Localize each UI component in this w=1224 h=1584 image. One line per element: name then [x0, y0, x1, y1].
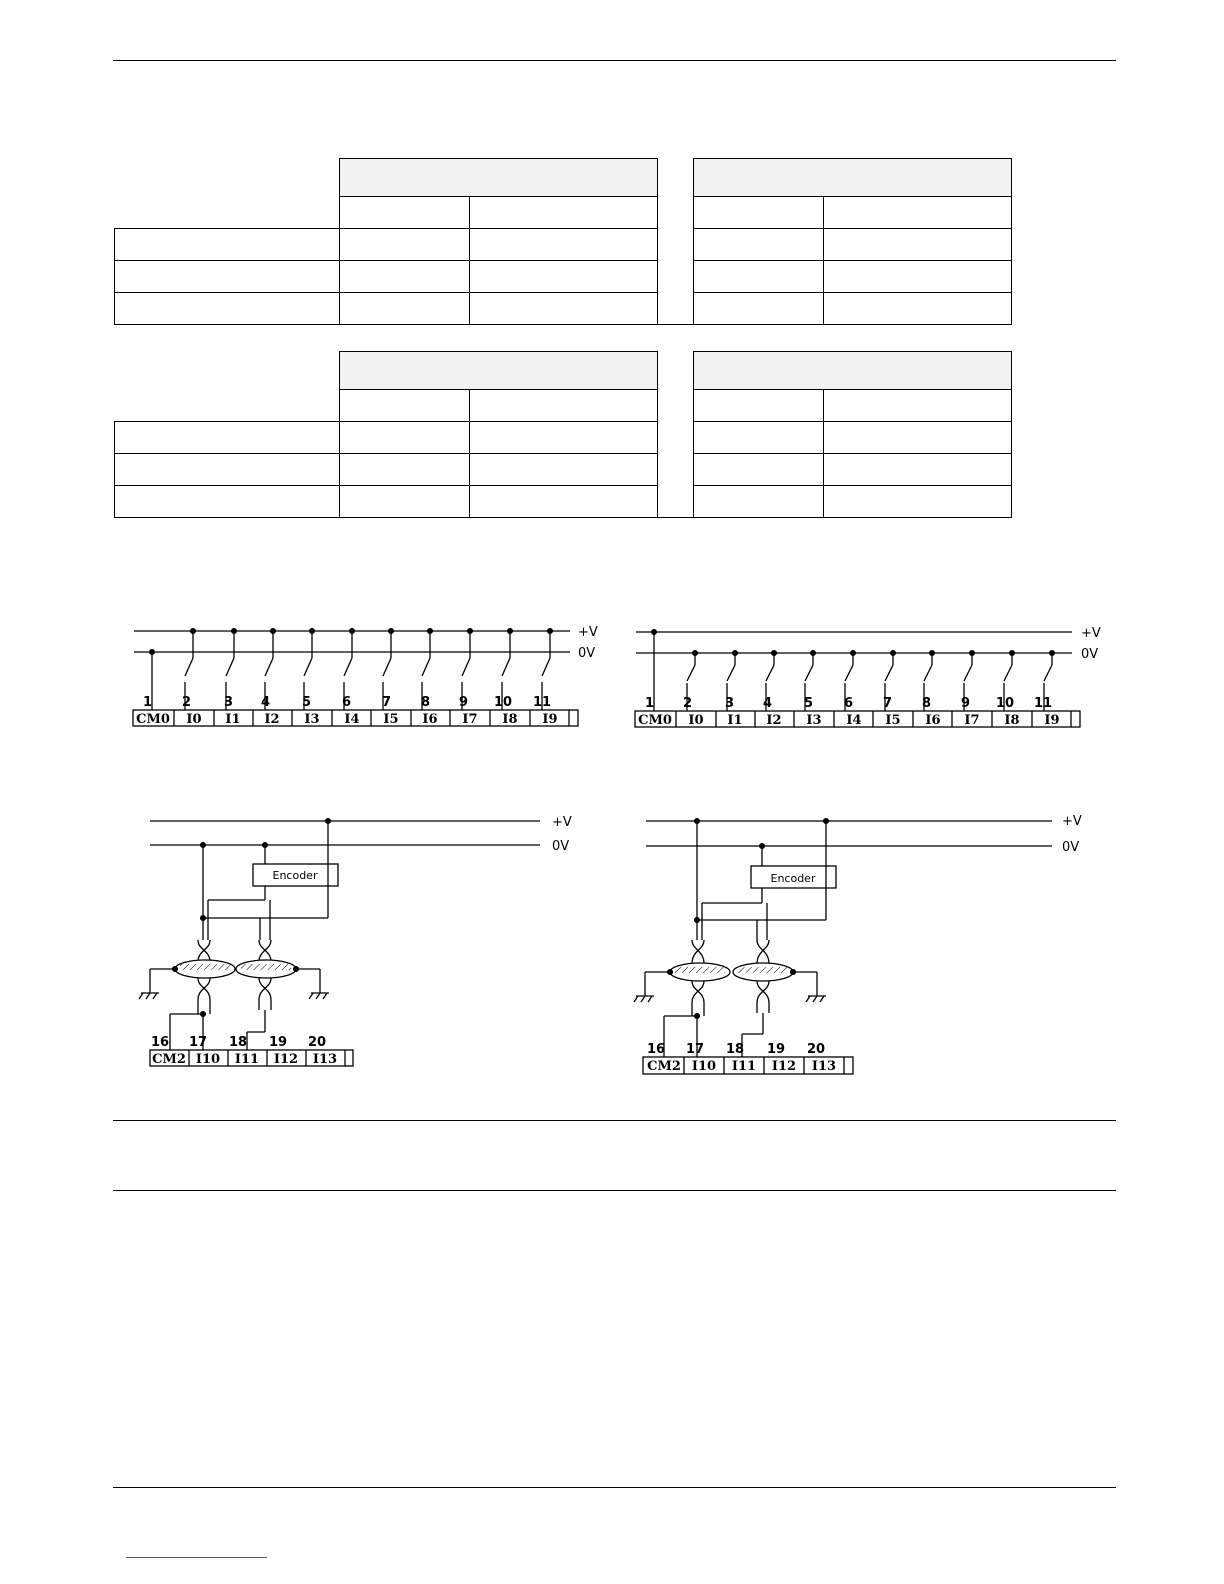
- terminal-i9: I9: [1044, 713, 1060, 728]
- top-right-pin-number: 1: [645, 696, 655, 711]
- top-left-pin-number: 11: [533, 695, 552, 710]
- terminal-i13: I13: [312, 1052, 338, 1067]
- top-right-pin-number: 2: [683, 696, 693, 711]
- section-rule: [113, 1120, 1116, 1121]
- terminal-i0: I0: [186, 712, 202, 727]
- rail-zero-label: 0V: [552, 839, 570, 854]
- rail-zero-label: 0V: [1062, 840, 1080, 855]
- encoder-diagram-left: [139, 819, 540, 1066]
- rail-zero-label: 0V: [578, 646, 596, 661]
- top-right-pin-number: 4: [763, 696, 773, 711]
- terminal-i12: I12: [771, 1059, 797, 1074]
- terminal-cm0: CM0: [638, 713, 672, 728]
- bottom-right-pin-number: 20: [807, 1042, 826, 1057]
- terminal-i3: I3: [806, 713, 822, 728]
- bottom-left-pin-number: 18: [229, 1035, 248, 1050]
- top-left-pin-number: 5: [302, 695, 312, 710]
- top-left-pin-number: 4: [261, 695, 271, 710]
- top-left-pin-number: 8: [421, 695, 431, 710]
- terminal-cm2: CM2: [647, 1059, 681, 1074]
- top-right-pin-number: 11: [1034, 696, 1053, 711]
- terminal-i0: I0: [688, 713, 704, 728]
- rail-plus-label: +V: [552, 815, 572, 830]
- rail-plus-label: +V: [578, 625, 598, 640]
- terminal-i11: I11: [234, 1052, 260, 1067]
- encoder-label: Encoder: [770, 872, 816, 885]
- bottom-right-pin-number: 17: [686, 1042, 705, 1057]
- top-left-pin-number: 2: [182, 695, 192, 710]
- bottom-right-pin-number: 16: [647, 1042, 666, 1057]
- top-right-pin-number: 5: [804, 696, 814, 711]
- top-left-pin-number: 6: [342, 695, 352, 710]
- bottom-left-pin-number: 20: [308, 1035, 327, 1050]
- top-left-pin-number: 3: [224, 695, 234, 710]
- terminal-i12: I12: [273, 1052, 299, 1067]
- terminal-i1: I1: [727, 713, 743, 728]
- terminal-i6: I6: [925, 713, 941, 728]
- top-left-pin-number: 7: [382, 695, 392, 710]
- bottom-left-pin-number: 17: [189, 1035, 208, 1050]
- top-left-pin-number: 10: [494, 695, 513, 710]
- terminal-i2: I2: [264, 712, 280, 727]
- terminal-i13: I13: [811, 1059, 837, 1074]
- encoder-label: Encoder: [272, 869, 318, 882]
- terminal-i11: I11: [731, 1059, 757, 1074]
- bottom-right-pin-number: 19: [767, 1042, 786, 1057]
- terminal-i10: I10: [691, 1059, 717, 1074]
- top-left-pin-number: 1: [143, 695, 153, 710]
- bottom-right-pin-number: 18: [726, 1042, 745, 1057]
- terminal-i6: I6: [422, 712, 438, 727]
- terminal-i10: I10: [195, 1052, 221, 1067]
- terminal-i7: I7: [964, 713, 980, 728]
- encoder-diagram-right: [634, 819, 1052, 1074]
- top-right-pin-number: 7: [883, 696, 893, 711]
- footer-link-underline[interactable]: [126, 1557, 267, 1558]
- terminal-i5: I5: [885, 713, 901, 728]
- terminal-i9: I9: [542, 712, 558, 727]
- top-right-pin-number: 6: [844, 696, 854, 711]
- footer-rule: [113, 1487, 1116, 1488]
- terminal-cm0: CM0: [136, 712, 170, 727]
- terminal-i7: I7: [462, 712, 478, 727]
- terminal-i2: I2: [766, 713, 782, 728]
- terminal-i1: I1: [225, 712, 241, 727]
- top-right-pin-number: 10: [996, 696, 1015, 711]
- top-left-pin-number: 9: [459, 695, 469, 710]
- terminal-i8: I8: [502, 712, 518, 727]
- section-rule: [113, 1190, 1116, 1191]
- terminal-i3: I3: [304, 712, 320, 727]
- terminal-i4: I4: [344, 712, 360, 727]
- rail-zero-label: 0V: [1081, 647, 1099, 662]
- bottom-left-pin-number: 19: [269, 1035, 288, 1050]
- top-right-pin-number: 3: [725, 696, 735, 711]
- terminal-cm2: CM2: [152, 1052, 186, 1067]
- top-right-pin-number: 8: [922, 696, 932, 711]
- bottom-left-pin-number: 16: [151, 1035, 170, 1050]
- rail-plus-label: +V: [1081, 626, 1101, 641]
- rail-plus-label: +V: [1062, 814, 1082, 829]
- top-right-pin-number: 9: [961, 696, 971, 711]
- terminal-i8: I8: [1004, 713, 1020, 728]
- terminal-i4: I4: [846, 713, 862, 728]
- terminal-i5: I5: [383, 712, 399, 727]
